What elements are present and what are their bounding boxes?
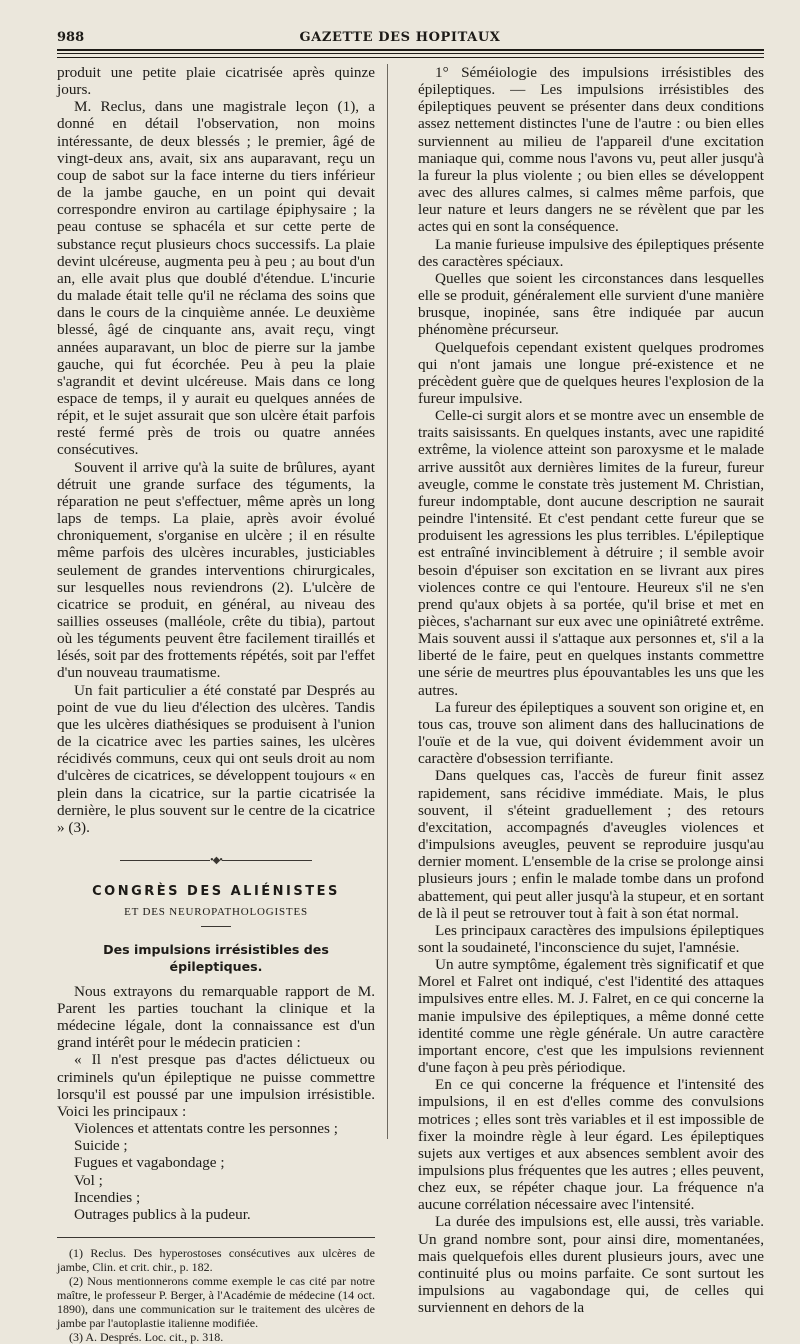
paragraph: Les principaux caractères des impulsions épileptiques sont la soudaineté, l'inconscience du sujet, l'amnésie.	[418, 921, 764, 956]
section-heading: CONGRÈS DES ALIÉNISTES	[92, 884, 340, 900]
paragraph: Quelquefois cependant existent quelques prodromes qui n'ont jamais une longue pré-existence et ne précèdent guère que de quelques heures l'explosion de la fureur impulsive.	[418, 338, 764, 407]
footnote: (1) Reclus. Des hyperostoses consécutives aux ulcères de jambe, Clin. et crit. chir., p. 182.	[57, 1246, 375, 1274]
paragraph: Quelles que soient les circonstances dans lesquelles elle se produit, généralement elle survient d'une manière brusque, inopinée, sans être indiquée par aucun phénomène précurseur.	[418, 269, 764, 339]
paragraph: En ce qui concerne la fréquence et l'intensité des impulsions, il en est d'elles comme des convulsions motrices ; elles sont très variables et il est impossible de fixer la moindre règle à leur égard. Les épileptiques sujets aux vertiges et aux absences semblent avoir des impulsions plus fréquentes que les autres ; elles peuvent, chez eux, se répéter chaque jour. La fréquence n'a aucune corrélation nécessaire avec l'intensité.	[418, 1076, 764, 1214]
paragraph: Souvent il arrive qu'à la suite de brûlures, ayant détruit une grande surface des téguments, la réparation ne peut s'effectuer, même après un long laps de temps. La plaie, après avoir évolué chroniquement, s'organise en ulcère ; il en résulte même parfois des ulcères incurables, justiciables seulement de grandes interventions chirurgicales, sur lesquelles nous reviendrons (2). L'ulcère de cicatrice se produit, en général, au niveau des saillies osseuses (malléole, crête du tibia), partout où les téguments peuvent être facilement tiraillés et lésés, soit par des frottements répétés, soit par l'effet d'un nouveau traumatisme.	[57, 458, 375, 682]
footnotes	[57, 1246, 375, 1344]
footnote: (3) A. Després. Loc. cit., p. 318.	[69, 1330, 224, 1344]
right-column	[418, 64, 764, 1317]
paragraph: La manie furieuse impulsive des épileptiques présente des caractères spéciaux.	[418, 235, 764, 270]
paragraph: « Il n'est presque pas d'actes délictueux ou criminels qu'un épileptique ne puisse commettre lorsqu'il est poussé par une impulsion irrésistible. Voici les principaux :	[57, 1051, 375, 1120]
header-rule	[57, 53, 764, 54]
paragraph: M. Reclus, dans une magistrale leçon (1), a donné en détail l'observation, non moins intéressante, de deux blessés ; le premier, âgé de vingt-deux ans, avait, six ans auparavant, reçu un coup de sabot sur la face interne du tiers inférieur de la jambe gauche, en un point qui devait correspondre environ au cartilage épiphysaire ; la peau contuse se sphacéla et sur cette perte de substance reçut plusieurs chocs successifs. La plaie devint ulcéreuse, augmenta peu à peu ; au bout d'un an, elle avait plus que doublé d'étendue. L'incurie du malade était telle qu'il ne réclama des soins que dans le cours de la cinquième année. Le deuxième blessé, âgé de cinquante ans, avait reçu, vingt années auparavant, un bloc de pierre sur la jambe gauche, qui fut écorchée. Peu à peu la plaie s'agrandit et devint ulcéreuse. Mais dans ce long espace de temps, il y aurait eu quelques années de répit, et le sujet assurait que son ulcère était parfois resté fermé près de trois ou quatre années consécutives.	[57, 98, 375, 459]
list-item: Incendies ;	[74, 1188, 141, 1206]
paragraph: Dans quelques cas, l'accès de fureur finit assez rapidement, sans récidive immédiate. Mais, le plus souvent, il s'éteint graduellement ; des retours d'excitation, accompagnés d'aveugles violences et d'impulsions aveugles, peuvent se reproduire jusqu'au dernier moment. L'ensemble de la crise se prolonge ainsi plusieurs jours ; enfin le malade tombe dans un profond abattement, qui peut aller jusqu'à la stupeur, et en sortant de là il peut se retrouver tout à fait à son état normal.	[418, 767, 764, 922]
small-rule	[201, 926, 231, 927]
list-item: Suicide ;	[74, 1137, 128, 1155]
page-header	[0, 0, 800, 60]
list-item: Vol ;	[74, 1171, 103, 1189]
page-number: 988	[57, 30, 85, 45]
paragraph: Un autre symptôme, également très significatif et que Morel et Falret ont indiqué, c'est l'identité des attaques impulsives entre elles. M. J. Falret, en ce qui concerne la manie impulsive des épileptiques, a même donné cette identité comme une règle générale. Un autre caractère important encore, c'est que les impulsions reviennent d'une façon à peu près périodique.	[418, 956, 764, 1077]
footnote-rule	[57, 1237, 375, 1238]
section-subheading: ET DES NEUROPATHOLOGISTES	[124, 906, 308, 919]
paragraph: produit une petite plaie cicatrisée après quinze jours.	[57, 64, 375, 99]
paragraph: Celle-ci surgit alors et se montre avec un ensemble de traits saisissants. En quelques instants, avec une rapidité extrême, la violence atteint son paroxysme et le malade arrive aussitôt aux dernières limites de la fureur, fureur aveugle, comme le constate très justement M. Christian, fureur indomptable, dont aucune description ne saurait peindre l'intensité. Et c'est pendant cette fureur que se produisent les agressions les plus terribles. L'épileptique est entraîné invinciblement à détruire ; il semble avoir besoin d'épuiser son excitation en se livrant aux pires violences contre ce qui l'entoure. Heureux s'il ne s'en prend qu'aux objets à sa portée, qu'il brise et met en pièces, s'acharnant sur eux avec une opiniâtreté extrême. Mais souvent aussi il s'attaque aux personnes et, s'il a la liberté de le faire, peut en quelques instants commettre une série de meurtres plus épouvantables les uns que les autres.	[418, 407, 764, 699]
left-column	[57, 64, 375, 1344]
header-rule	[57, 57, 764, 58]
paragraph: La durée des impulsions est, elle aussi, très variable. Un grand nombre sont, pour ainsi dire, momentanées, mais quelquefois elles durent plusieurs jours, avec une continuité plus ou moins parfaite. Ce sont surtout les impulsions au vagabondage qui, de celles qui surviennent en dehors de la	[418, 1213, 764, 1317]
paragraph: La fureur des épileptiques a souvent son origine et, en tous cas, trouve son aliment dans des hallucinations de l'ouïe et de la vue, qui doivent évidemment avoir un caractère d'obsession terrifiante.	[418, 698, 764, 768]
list-item: Fugues et vagabondage ;	[74, 1154, 225, 1172]
paragraph: Un fait particulier a été constaté par Després au point de vue du lieu d'élection des ulcères. Tandis que les ulcères diathésiques se produisent à l'union de la cicatrice avec les parties saines, les ulcères récidivés communs, ceux qui ont seuls droit au nom d'ulcères de cicatrices, se développent toujours « en plein dans la cicatrice, sur la partie cicatrisée la dernière, le plus souvent sur le centre de la cicatrice » (3).	[57, 681, 375, 836]
footnote: (2) Nous mentionnerons comme exemple le cas cité par notre maître, le professeur P. Berger, à l'Académie de médecine (14 oct. 1890), dans une communication sur le traitement des ulcères de jambe par l'autoplastie italienne modifiée.	[57, 1274, 375, 1330]
list-item: Outrages publics à la pudeur.	[74, 1205, 251, 1223]
section-separator: •◆•	[57, 852, 375, 869]
column-divider	[387, 64, 388, 1139]
journal-title: GAZETTE DES HOPITAUX	[299, 30, 501, 45]
article-title: Des impulsions irrésistibles des épileptiques.	[103, 941, 329, 974]
header-rule	[57, 49, 764, 51]
paragraph: Nous extrayons du remarquable rapport de M. Parent les parties touchant la clinique et la médecine légale, dont la connaissance est d'un grand intérêt pour le médecin praticien :	[57, 982, 375, 1052]
paragraph: 1° Séméiologie des impulsions irrésistibles des épileptiques. — Les impulsions irrésistibles des épileptiques peuvent se présenter dans deux conditions assez nettement distinctes l'une de l'autre : ou bien elles surviennent au milieu de l'appareil d'une excitation maniaque qui, comme nous l'avons vu, peut aller jusqu'à la fureur la plus violente ; ou bien elles se développent avec des allures calmes, si calmes même parfois, que leur nature et leurs dangers ne se révèlent que par les actes qui en sont la conséquence.	[418, 64, 764, 236]
list-item: Violences et attentats contre les personnes ;	[74, 1120, 338, 1138]
impulse-list	[57, 1120, 375, 1223]
